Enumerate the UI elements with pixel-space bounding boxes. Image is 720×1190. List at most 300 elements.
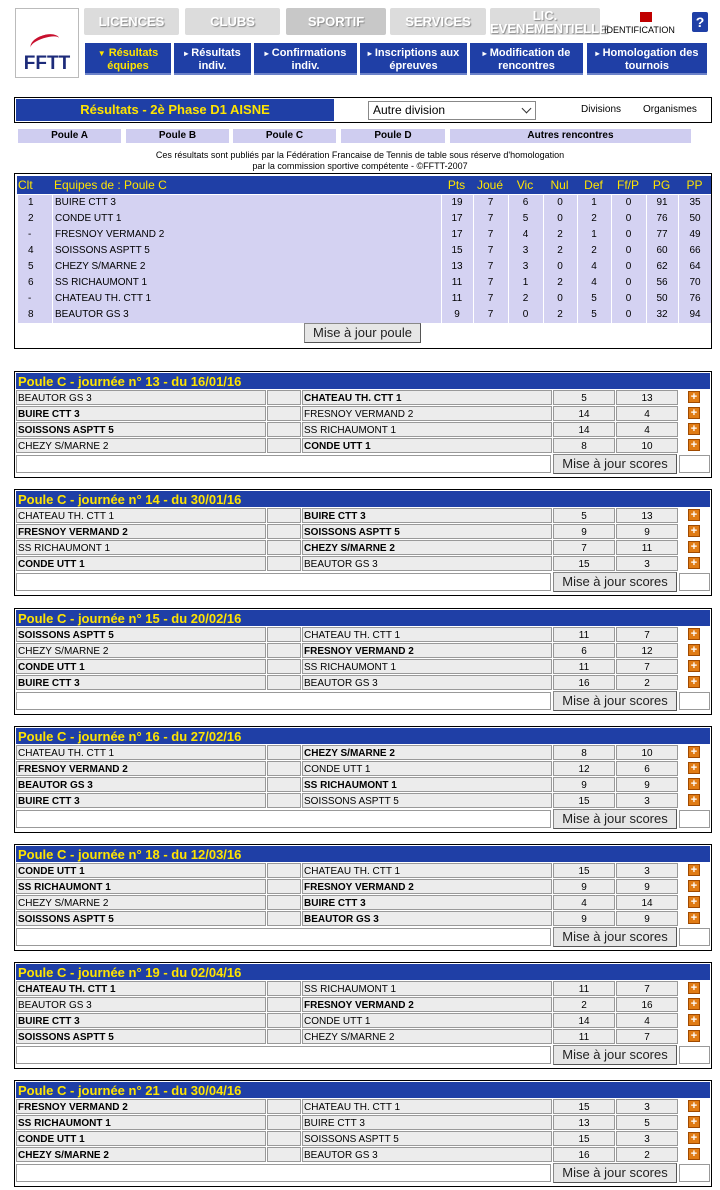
footer-empty-cell [679,1164,710,1182]
match-detail-cell [679,777,710,792]
subnav-line2: indiv. [198,60,227,72]
footer-empty-cell [16,1164,551,1182]
footer-empty-cell [679,455,710,473]
away-score: 12 [616,643,678,658]
standings-cell: 64 [678,259,711,275]
away-team: FRESNOY VERMAND 2 [302,997,552,1012]
match-row [16,1013,710,1028]
plus-icon[interactable]: + [688,1116,700,1128]
update-scores-button[interactable]: Mise à jour scores [553,809,677,829]
standings-cell: 2 [577,243,610,259]
journee-footer [16,810,710,828]
away-score: 16 [616,997,678,1012]
divisions-link[interactable]: Divisions [581,104,622,115]
nav-licences[interactable]: LICENCES [84,8,179,35]
home-team: SOISSONS ASPTT 5 [16,422,266,437]
away-team: BUIRE CTT 3 [302,895,552,910]
standings-cell: 2 [17,211,51,227]
away-team: FRESNOY VERMAND 2 [302,879,552,894]
away-score: 9 [616,777,678,792]
plus-icon[interactable]: + [688,423,700,435]
journee-title: Poule C - journée n° 16 - du 27/02/16 [16,728,710,744]
subnav-homologation-tournois[interactable] [587,43,707,75]
match-spacer [267,761,301,776]
away-team: SS RICHAUMONT 1 [302,777,552,792]
away-score: 3 [616,556,678,571]
journee-title: Poule C - journée n° 13 - du 16/01/16 [16,373,710,389]
away-team: CONDE UTT 1 [302,1013,552,1028]
active-arrow-icon: ▼ [97,49,106,58]
away-team: CHATEAU TH. CTT 1 [302,627,552,642]
away-score: 9 [616,524,678,539]
identification-link[interactable] [604,10,690,36]
match-row [16,793,710,808]
match-spacer [267,422,301,437]
col-equipes: Equipes de : Poule C [54,178,167,192]
standings-cell: 17 [441,227,472,243]
match-detail-cell [679,556,710,571]
standings-cell: 56 [646,275,677,291]
away-score: 3 [616,863,678,878]
tab-poule-d[interactable]: Poule D [341,129,445,143]
match-spacer [267,1115,301,1130]
standings-cell: 0 [611,211,645,227]
home-team: SS RICHAUMONT 1 [16,1115,266,1130]
home-team: FRESNOY VERMAND 2 [16,761,266,776]
standings-cell: 0 [611,243,645,259]
home-score: 14 [553,406,615,421]
match-spacer [267,981,301,996]
help-icon[interactable]: ? [692,12,708,32]
journee-block [14,1080,712,1187]
plus-icon[interactable]: + [688,794,700,806]
plus-icon[interactable]: + [688,407,700,419]
match-row [16,1115,710,1130]
standings-cell: 5 [577,307,610,323]
away-score: 5 [616,1115,678,1130]
match-detail-cell [679,981,710,996]
match-row [16,863,710,878]
standings-cell: 0 [543,259,576,275]
nav-sportif[interactable]: SPORTIF [286,8,386,35]
away-score: 3 [616,793,678,808]
standings-cell: 0 [611,291,645,307]
plus-icon[interactable]: + [688,746,700,758]
standings-cell: 4 [17,243,51,259]
match-row [16,1029,710,1044]
home-score: 9 [553,524,615,539]
standings-cell: 76 [646,211,677,227]
plus-icon[interactable]: + [688,1132,700,1144]
home-score: 15 [553,1131,615,1146]
match-row [16,1131,710,1146]
match-spacer [267,1099,301,1114]
standings-cell: 32 [646,307,677,323]
away-score: 6 [616,761,678,776]
team-name: CHATEAU TH. CTT 1 [52,291,440,307]
plus-icon[interactable]: + [688,1014,700,1026]
update-scores-button[interactable]: Mise à jour scores [553,454,677,474]
arrow-icon: ▸ [264,49,269,58]
match-spacer [267,879,301,894]
subnav-line1: Modification de [489,47,571,59]
match-spacer [267,1131,301,1146]
match-spacer [267,524,301,539]
home-team: CHEZY S/MARNE 2 [16,895,266,910]
standings-cell: 7 [473,275,507,291]
update-scores-button[interactable]: Mise à jour scores [553,1045,677,1065]
standings-cell: 2 [543,227,576,243]
match-spacer [267,793,301,808]
team-name: BEAUTOR GS 3 [52,307,440,323]
match-row [16,911,710,926]
plus-icon[interactable]: + [688,982,700,994]
tab-poule-a[interactable]: Poule A [18,129,121,143]
match-spacer [267,675,301,690]
away-team: BEAUTOR GS 3 [302,1147,552,1162]
home-score: 7 [553,540,615,555]
identification-icon [640,12,652,22]
col-pp: PP [686,178,703,192]
match-row [16,540,710,555]
home-team: BUIRE CTT 3 [16,793,266,808]
update-scores-button[interactable]: Mise à jour scores [553,691,677,711]
standings-cell: 4 [508,227,542,243]
arrow-icon: ▸ [367,49,372,58]
match-detail-cell [679,745,710,760]
journee-block [14,726,712,833]
team-name: SS RICHAUMONT 1 [52,275,440,291]
away-team: FRESNOY VERMAND 2 [302,643,552,658]
match-detail-cell [679,438,710,453]
away-score: 7 [616,627,678,642]
standings-cell: 2 [543,243,576,259]
home-team: SOISSONS ASPTT 5 [16,627,266,642]
home-team: CHATEAU TH. CTT 1 [16,508,266,523]
home-score: 4 [553,895,615,910]
subnav-line1: Résultats [108,47,159,59]
standings-row [17,195,711,211]
plus-icon[interactable]: + [688,509,700,521]
standings-cell: 7 [473,307,507,323]
plus-icon[interactable]: + [688,864,700,876]
standings-cell: 4 [577,275,610,291]
standings-cell: 50 [678,211,711,227]
standings-cell: 7 [473,259,507,275]
plus-icon[interactable]: + [688,1100,700,1112]
journee-block [14,608,712,715]
journee-title: Poule C - journée n° 15 - du 20/02/16 [16,610,710,626]
away-team: SS RICHAUMONT 1 [302,422,552,437]
plus-icon[interactable]: + [688,644,700,656]
match-spacer [267,556,301,571]
away-score: 7 [616,981,678,996]
away-team: CHATEAU TH. CTT 1 [302,863,552,878]
standings-cell: 70 [678,275,711,291]
away-score: 10 [616,438,678,453]
match-row [16,675,710,690]
footer-empty-cell [679,810,710,828]
update-poule-button[interactable]: Mise à jour poule [304,323,421,343]
journee-footer [16,573,710,591]
subnav-resultats-equipes[interactable] [85,43,171,75]
match-detail-cell [679,1147,710,1162]
standings-cell: 0 [543,211,576,227]
subnav-line2: indiv. [291,60,320,72]
team-name: BUIRE CTT 3 [52,195,440,211]
standings-cell: 1 [508,275,542,291]
match-row [16,390,710,405]
match-detail-cell [679,1131,710,1146]
standings-cell: 1 [17,195,51,211]
journee-title: Poule C - journée n° 19 - du 02/04/16 [16,964,710,980]
home-score: 9 [553,777,615,792]
match-spacer [267,1013,301,1028]
match-spacer [267,863,301,878]
journee-title: Poule C - journée n° 18 - du 12/03/16 [16,846,710,862]
subnav-inscriptions[interactable] [360,43,467,75]
standings-row [17,275,711,291]
home-team: CONDE UTT 1 [16,556,266,571]
match-spacer [267,390,301,405]
away-score: 7 [616,659,678,674]
journee-title: Poule C - journée n° 21 - du 30/04/16 [16,1082,710,1098]
plus-icon[interactable]: + [688,896,700,908]
plus-icon[interactable]: + [688,628,700,640]
subnav-line2: tournois [625,60,669,72]
plus-icon[interactable]: + [688,1030,700,1042]
subnav-resultats-indiv[interactable] [174,43,251,75]
home-score: 2 [553,997,615,1012]
nav-lic-evenementielle[interactable] [490,8,608,36]
standings-cell: 17 [441,211,472,227]
match-spacer [267,997,301,1012]
home-team: FRESNOY VERMAND 2 [16,1099,266,1114]
match-spacer [267,406,301,421]
update-scores-button[interactable]: Mise à jour scores [553,927,677,947]
away-score: 11 [616,540,678,555]
match-spacer [267,1147,301,1162]
away-score: 4 [616,422,678,437]
match-detail-cell [679,793,710,808]
plus-icon[interactable]: + [688,912,700,924]
plus-icon[interactable]: + [688,525,700,537]
plus-icon[interactable]: + [688,557,700,569]
home-score: 11 [553,627,615,642]
match-detail-cell [679,1029,710,1044]
standings-cell: 7 [473,227,507,243]
away-team: CHATEAU TH. CTT 1 [302,1099,552,1114]
standings-header [17,176,711,194]
home-team: CONDE UTT 1 [16,1131,266,1146]
away-score: 10 [616,745,678,760]
standings-cell: 0 [611,227,645,243]
footer-empty-cell [16,928,551,946]
match-detail-cell [679,390,710,405]
plus-icon[interactable]: + [688,391,700,403]
match-row [16,556,710,571]
col-ffp: Ff/P [616,178,639,192]
team-name: SOISSONS ASPTT 5 [52,243,440,259]
standings-row [17,211,711,227]
away-score: 13 [616,390,678,405]
journee-block [14,489,712,596]
nav-clubs[interactable]: CLUBS [185,8,280,35]
away-team: SS RICHAUMONT 1 [302,659,552,674]
away-score: 2 [616,1147,678,1162]
away-team: SOISSONS ASPTT 5 [302,524,552,539]
standings-table [14,173,712,349]
standings-cell: 8 [17,307,51,323]
logo-text: FFTT [23,53,71,74]
nav-services[interactable]: SERVICES [390,8,486,35]
away-team: CHEZY S/MARNE 2 [302,1029,552,1044]
plus-icon[interactable]: + [688,541,700,553]
standings-cell: 5 [577,291,610,307]
subnav-line1: Homologation des [602,47,699,59]
match-detail-cell [679,675,710,690]
standings-cell: - [17,291,51,307]
match-detail-cell [679,643,710,658]
home-team: SOISSONS ASPTT 5 [16,1029,266,1044]
journee-title: Poule C - journée n° 14 - du 30/01/16 [16,491,710,507]
home-score: 11 [553,981,615,996]
match-row [16,524,710,539]
away-score: 7 [616,1029,678,1044]
tab-poule-c[interactable]: Poule C [233,129,336,143]
identification-label: IDENTIFICATION [604,25,675,35]
standings-cell: 3 [508,243,542,259]
tab-autres-rencontres[interactable]: Autres rencontres [450,129,691,143]
standings-row [17,227,711,243]
subnav-line1: Confirmations [271,47,347,59]
logo-swoosh-icon [28,31,61,55]
plus-icon[interactable]: + [688,998,700,1010]
away-team: BUIRE CTT 3 [302,1115,552,1130]
match-row [16,745,710,760]
home-score: 8 [553,745,615,760]
standings-cell: 7 [473,195,507,211]
home-team: CHEZY S/MARNE 2 [16,1147,266,1162]
away-team: SS RICHAUMONT 1 [302,981,552,996]
plus-icon[interactable]: + [688,660,700,672]
footer-empty-cell [679,1046,710,1064]
away-team: BEAUTOR GS 3 [302,556,552,571]
match-detail-cell [679,540,710,555]
match-detail-cell [679,863,710,878]
journee-block [14,844,712,951]
standings-cell: 7 [473,211,507,227]
match-detail-cell [679,1099,710,1114]
footer-empty-cell [679,692,710,710]
standings-cell: 6 [17,275,51,291]
match-spacer [267,911,301,926]
standings-cell: 7 [473,243,507,259]
team-name: CONDE UTT 1 [52,211,440,227]
plus-icon[interactable]: + [688,762,700,774]
home-team: BUIRE CTT 3 [16,1013,266,1028]
plus-icon[interactable]: + [688,1148,700,1160]
match-spacer [267,895,301,910]
standings-cell: 0 [611,259,645,275]
col-vic: Vic [516,178,534,192]
standings-row [17,243,711,259]
match-spacer [267,627,301,642]
col-joue: Joué [476,178,504,192]
standings-cell: 66 [678,243,711,259]
home-team: CONDE UTT 1 [16,659,266,674]
subnav-modification-rencontres[interactable] [470,43,583,75]
home-score: 11 [553,1029,615,1044]
journee-block [14,371,712,478]
update-scores-button[interactable]: Mise à jour scores [553,572,677,592]
away-score: 14 [616,895,678,910]
nav-lic-line2: EVENEMENTIELLE [490,21,608,36]
standings-cell: 91 [646,195,677,211]
home-score: 15 [553,793,615,808]
plus-icon[interactable]: + [688,439,700,451]
journee-footer [16,692,710,710]
fftt-logo[interactable] [15,8,79,78]
footer-empty-cell [16,455,551,473]
match-spacer [267,438,301,453]
home-team: BUIRE CTT 3 [16,406,266,421]
standings-cell: 19 [441,195,472,211]
tab-poule-b[interactable]: Poule B [126,129,229,143]
away-score: 4 [616,406,678,421]
arrow-icon: ▸ [595,49,600,58]
standings-cell: 0 [508,307,542,323]
standings-cell: - [17,227,51,243]
plus-icon[interactable]: + [688,676,700,688]
subnav-confirmations-indiv[interactable] [254,43,357,75]
standings-cell: 49 [678,227,711,243]
standings-row [17,307,711,323]
plus-icon[interactable]: + [688,880,700,892]
page-title: Résultats - 2è Phase D1 AISNE [16,99,334,121]
organismes-link[interactable]: Organismes [643,104,697,115]
home-team: CHEZY S/MARNE 2 [16,438,266,453]
home-score: 5 [553,390,615,405]
match-row [16,422,710,437]
subnav-line2: rencontres [498,60,555,72]
home-score: 8 [553,438,615,453]
nav-lic-line1: LIC. [532,8,558,23]
home-team: BUIRE CTT 3 [16,675,266,690]
home-team: SS RICHAUMONT 1 [16,540,266,555]
match-detail-cell [679,895,710,910]
team-name: CHEZY S/MARNE 2 [52,259,440,275]
match-detail-cell [679,911,710,926]
match-detail-cell [679,422,710,437]
home-score: 12 [553,761,615,776]
plus-icon[interactable]: + [688,778,700,790]
standings-cell: 3 [508,259,542,275]
journee-block [14,962,712,1069]
home-team: BEAUTOR GS 3 [16,390,266,405]
match-row [16,406,710,421]
division-select[interactable] [368,101,536,120]
update-scores-button[interactable]: Mise à jour scores [553,1163,677,1183]
match-spacer [267,777,301,792]
away-team: CHEZY S/MARNE 2 [302,540,552,555]
away-team: CONDE UTT 1 [302,438,552,453]
standings-cell: 2 [577,211,610,227]
match-row [16,777,710,792]
footer-empty-cell [16,573,551,591]
subnav-line1: Résultats [191,47,241,59]
standings-row [17,259,711,275]
